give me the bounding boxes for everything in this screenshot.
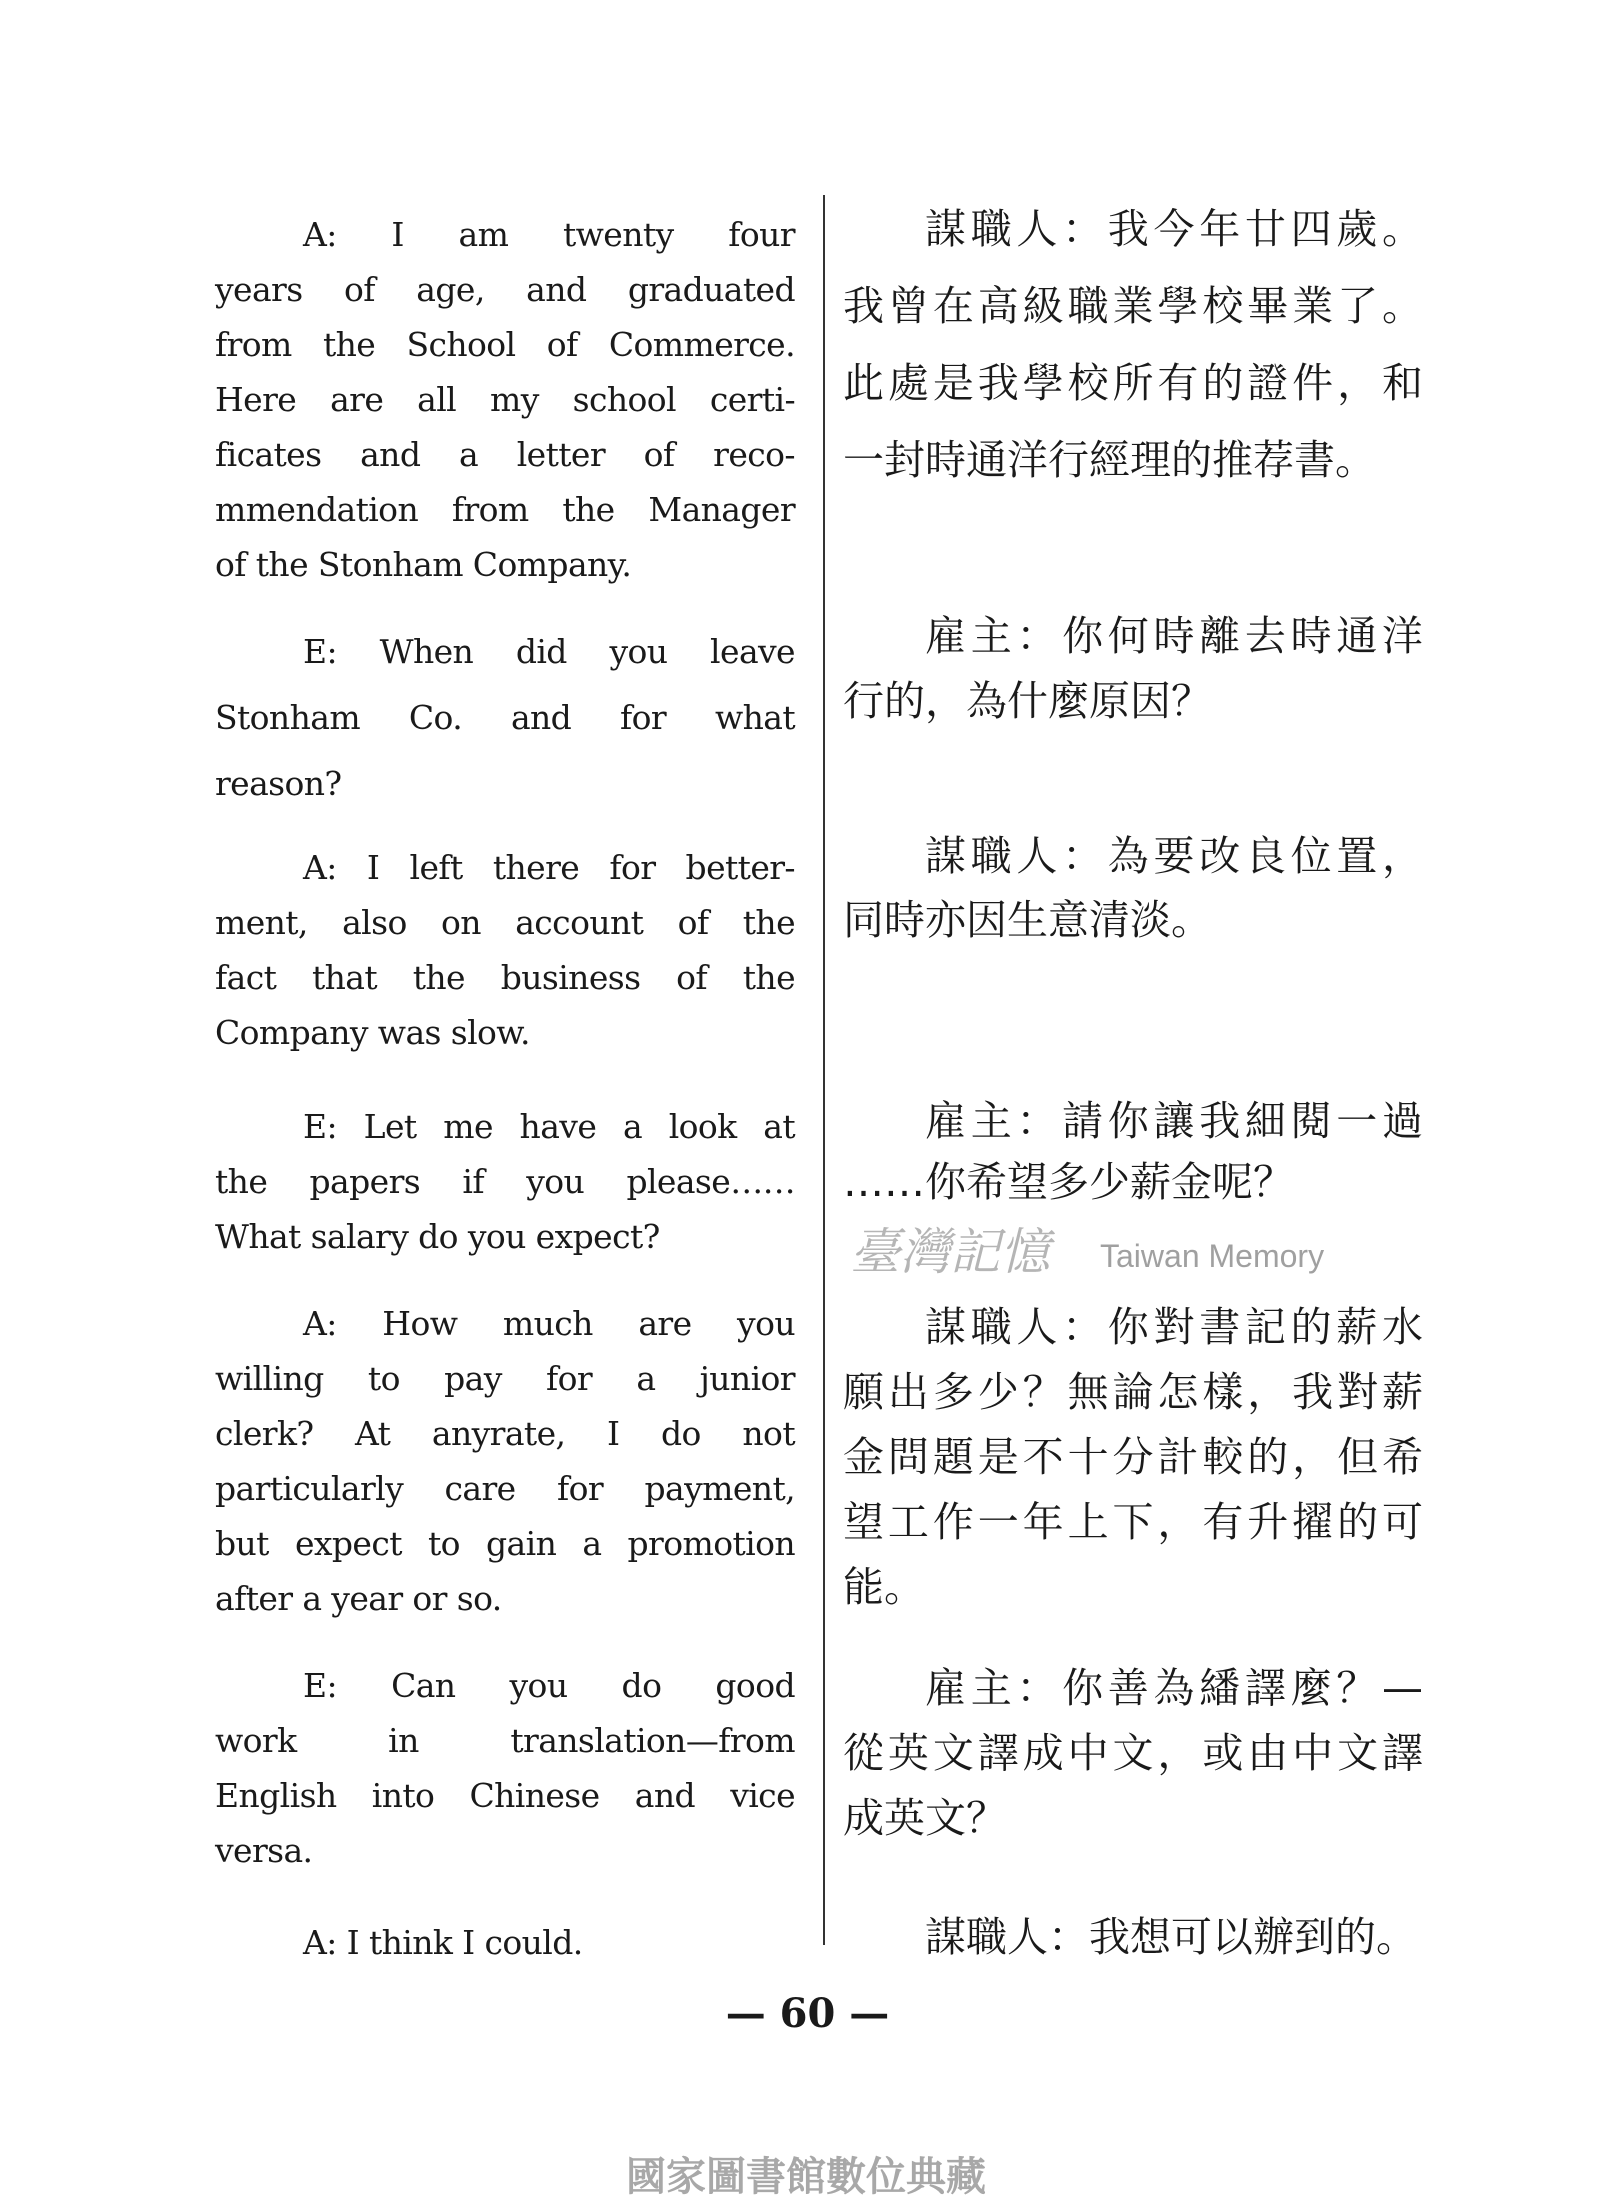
text-line: reason? bbox=[215, 764, 342, 803]
text-line: 謀職人：為要改良位置， bbox=[925, 832, 1423, 880]
text-line: willing to pay for a junior bbox=[215, 1359, 795, 1398]
text-line: 謀職人：我今年廿四歲。 bbox=[925, 205, 1423, 253]
text-line: 此處是我學校所有的證件，和 bbox=[843, 359, 1423, 407]
text-line: from the School of Commerce. bbox=[215, 325, 795, 364]
text-line: particularly care for payment, bbox=[215, 1469, 795, 1508]
text-line: A: How much are you bbox=[303, 1304, 795, 1343]
text-line: A: I think I could. bbox=[303, 1923, 583, 1962]
text-line: 雇主：你何時離去時通洋 bbox=[925, 612, 1423, 660]
text-line: 雇主：你善為繙譯麼？— bbox=[925, 1664, 1423, 1712]
text-line: A: I left there for better- bbox=[303, 848, 795, 887]
text-line: A: I am twenty four bbox=[303, 215, 795, 254]
text-line: 望工作一年上下，有升擢的可 bbox=[843, 1498, 1423, 1546]
text-line: clerk? At anyrate, I do not bbox=[215, 1414, 795, 1453]
text-line: 能。 bbox=[843, 1563, 925, 1611]
page-number: — 60 — bbox=[725, 1990, 890, 2037]
text-line: years of age, and graduated bbox=[215, 270, 795, 309]
text-line: 我曾在高級職業學校畢業了。 bbox=[843, 282, 1423, 330]
text-line: E: Can you do good bbox=[303, 1666, 795, 1705]
text-line: versa. bbox=[215, 1831, 313, 1870]
text-line: after a year or so. bbox=[215, 1579, 502, 1618]
text-line: Stonham Co. and for what bbox=[215, 698, 795, 737]
text-line: but expect to gain a promotion bbox=[215, 1524, 795, 1563]
text-line: 謀職人：你對書記的薪水 bbox=[925, 1303, 1423, 1351]
watermark-english: Taiwan Memory bbox=[1100, 1238, 1325, 1274]
taiwan-memory-watermark bbox=[850, 1222, 1410, 1292]
text-line: ……你希望多少薪金呢？ bbox=[843, 1158, 1294, 1206]
column-divider bbox=[823, 195, 825, 1945]
text-line: 金問題是不十分計較的，但希 bbox=[843, 1433, 1423, 1481]
text-line: 願出多少？無論怎樣，我對薪 bbox=[843, 1368, 1423, 1416]
text-line: 行的，為什麼原因？ bbox=[843, 677, 1212, 725]
text-line: the papers if you please…… bbox=[215, 1162, 795, 1201]
watermark-chinese: 臺灣記憶 bbox=[850, 1223, 1050, 1281]
text-line: E: Let me have a look at bbox=[303, 1107, 795, 1146]
text-line: ficates and a letter of reco- bbox=[215, 435, 795, 474]
text-line: work in translation—from bbox=[215, 1721, 795, 1760]
text-line: 雇主：請你讓我細閱一過 bbox=[925, 1097, 1423, 1145]
text-line: Company was slow. bbox=[215, 1013, 530, 1052]
text-line: mmendation from the Manager bbox=[215, 490, 795, 529]
text-line: 成英文？ bbox=[843, 1794, 1007, 1842]
text-line: 從英文譯成中文，或由中文譯 bbox=[843, 1729, 1423, 1777]
library-footer: 國家圖書館數位典藏 bbox=[626, 2154, 986, 2200]
text-line: fact that the business of the bbox=[215, 958, 795, 997]
text-line: English into Chinese and vice bbox=[215, 1776, 795, 1815]
text-line: Here are all my school certi- bbox=[215, 380, 795, 419]
text-line: 同時亦因生意清淡。 bbox=[843, 896, 1212, 944]
text-line: E: When did you leave bbox=[303, 632, 795, 671]
text-line: ment, also on account of the bbox=[215, 903, 795, 942]
text-line: 一封時通洋行經理的推荐書。 bbox=[843, 436, 1376, 484]
text-line: 謀職人：我想可以辦到的。 bbox=[925, 1913, 1417, 1961]
text-line: of the Stonham Company. bbox=[215, 545, 632, 584]
text-line: What salary do you expect? bbox=[215, 1217, 660, 1256]
